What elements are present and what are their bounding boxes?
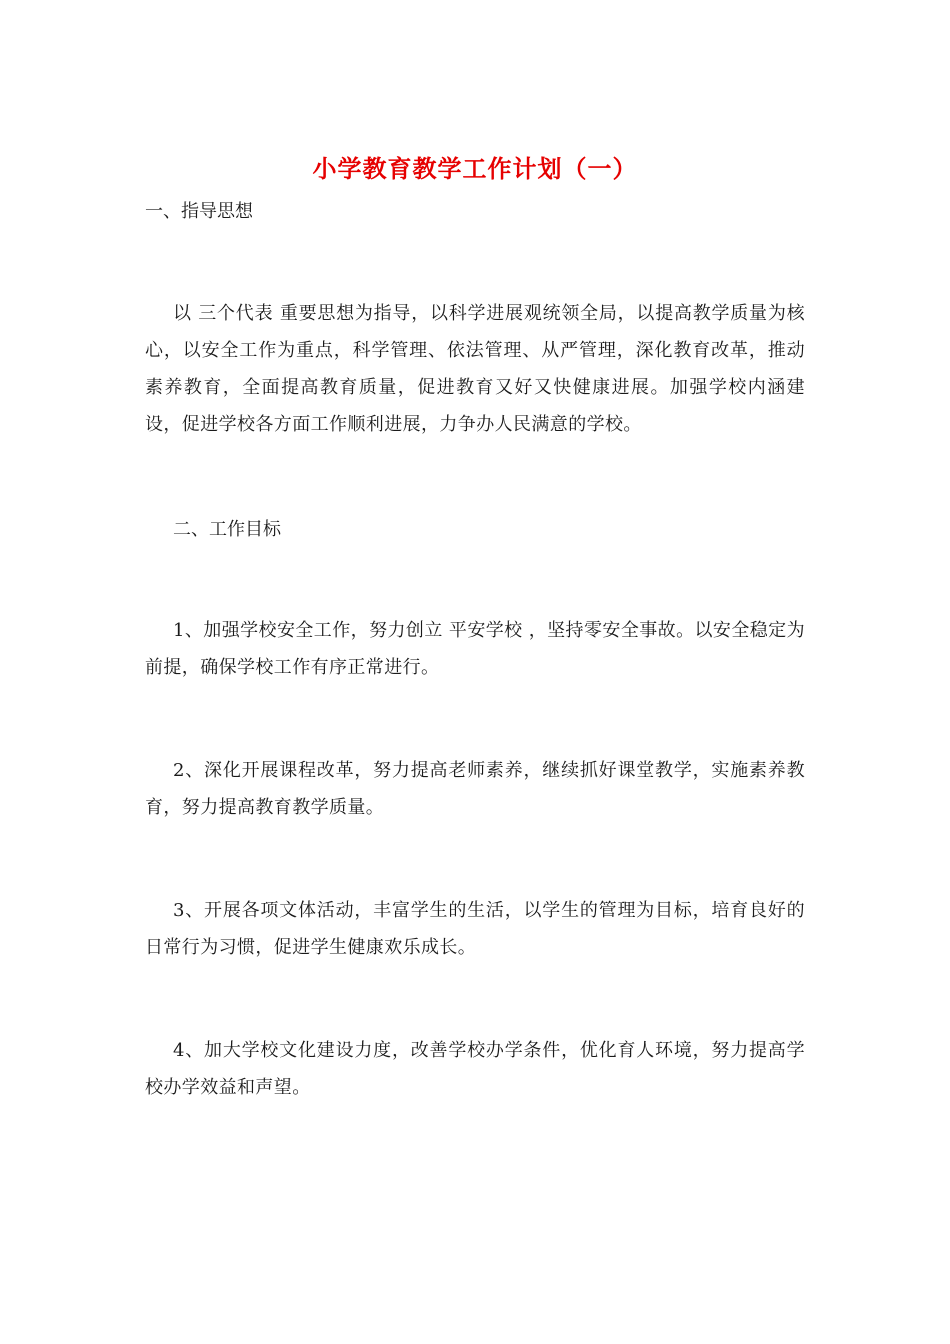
paragraph-goal-2: 2、深化开展课程改革，努力提高老师素养，继续抓好课堂教学，实施素养教育，努力提高教育教学质量。 (145, 760, 805, 818)
paragraph-guiding-ideology: 以 三个代表 重要思想为指导，以科学进展观统领全局，以提高教学质量为核心，以安全工作为重点，科学管理、依法管理、从严管理，深化教育改革，推动素养教育，全面提高教育质量，促进教育又好又快健康进展。加强学校内涵建设，促进学校各方面工作顺利进展，力争办人民满意的学校。 (145, 303, 805, 435)
paragraph-goal-1: 1、加强学校安全工作，努力创立 平安学校 ，坚持零安全事故。以安全稳定为前提，确保学校工作有序正常进行。 (145, 620, 805, 678)
paragraph-goal-4: 4、加大学校文化建设力度，改善学校办学条件，优化育人环境，努力提高学校办学效益和声望。 (145, 1040, 805, 1098)
document-title: 小学教育教学工作计划（一） (312, 154, 638, 183)
paragraph-goal-3: 3、开展各项文体活动，丰富学生的生活，以学生的管理为目标，培育良好的日常行为习惯，促进学生健康欢乐成长。 (145, 900, 805, 958)
section-heading-guiding-ideology: 一、指导思想 (145, 201, 253, 222)
section-heading-work-goals: 二、工作目标 (173, 519, 281, 540)
